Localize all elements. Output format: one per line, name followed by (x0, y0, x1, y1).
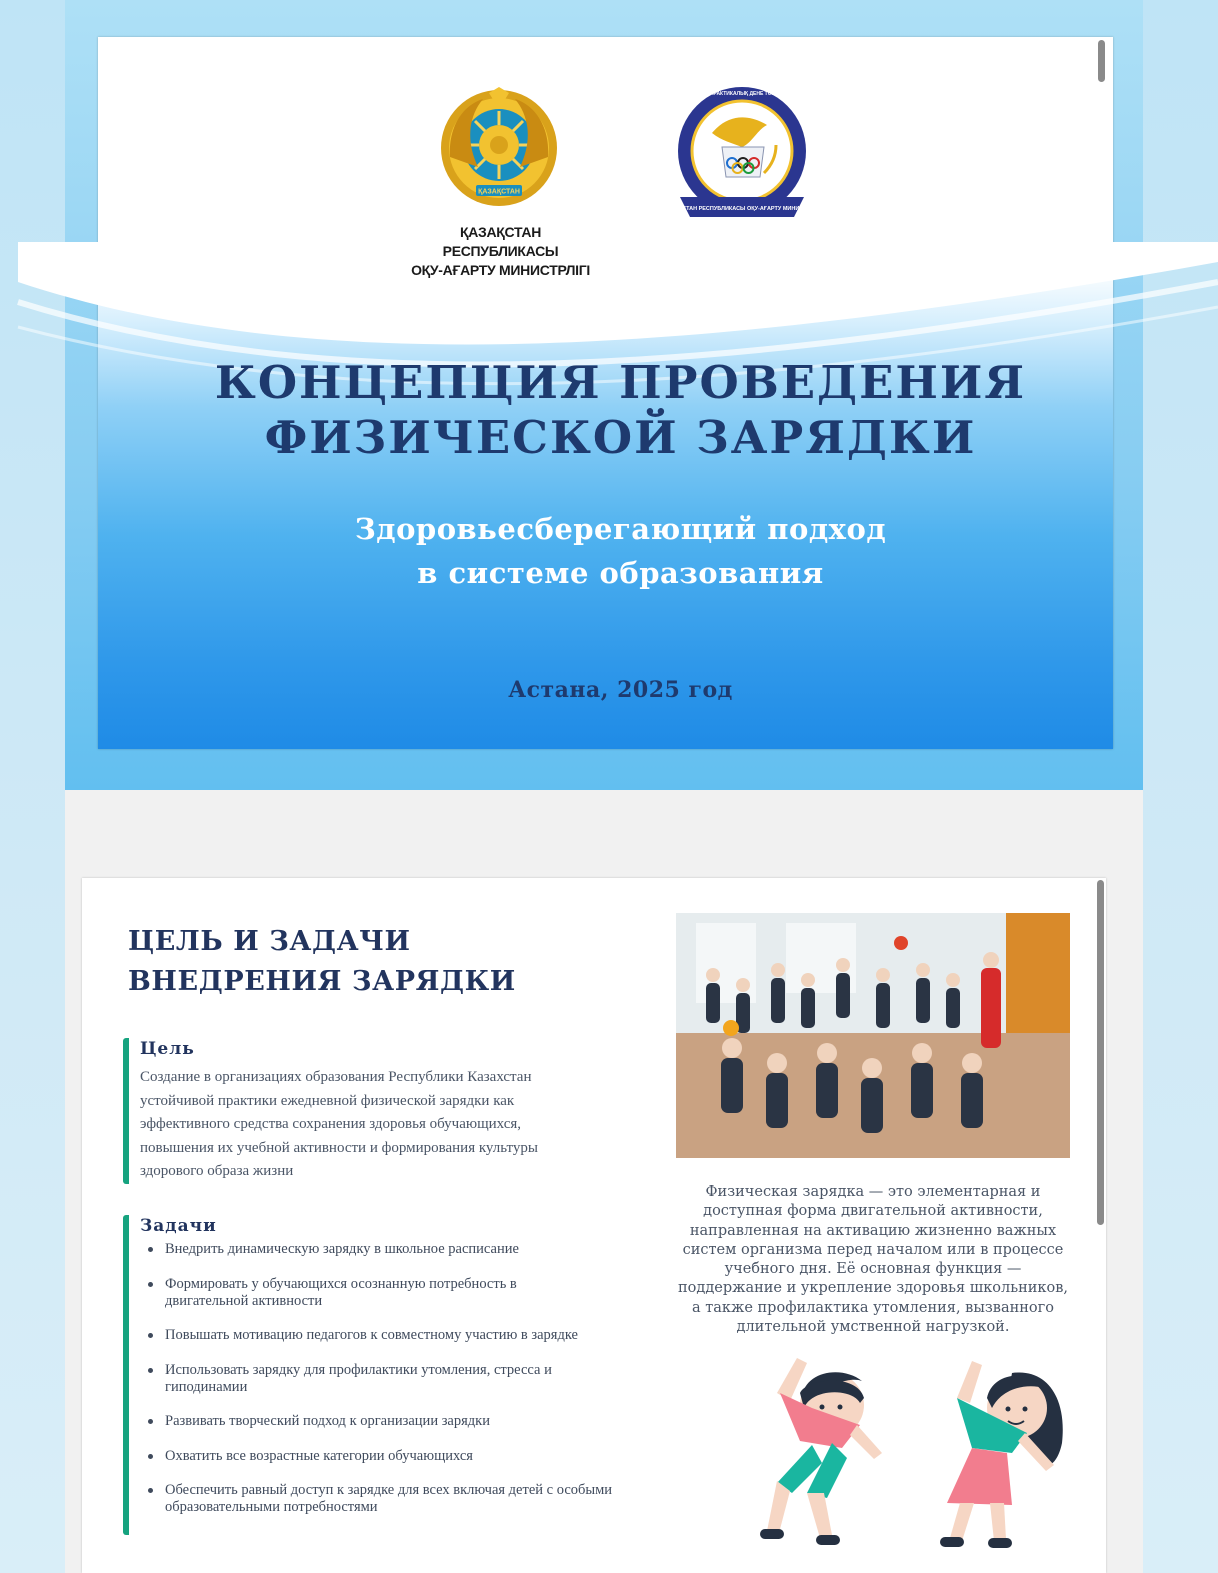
description-line: Физическая зарядка — это элементарная и (705, 1184, 1041, 1200)
slide-title-line-2: ФИЗИЧЕСКОЙ ЗАРЯДКИ (264, 411, 977, 464)
goals-slide (82, 878, 1106, 1573)
task-item: Внедрить динамическую зарядку в школьное расписание (148, 1241, 635, 1258)
tasks-block (123, 1215, 650, 1535)
svg-text:ҚАЗАҚСТАН РЕСПУБЛИКАСЫ ОҚУ-АҒА: ҚАЗАҚСТАН РЕСПУБЛИКАСЫ ОҚУ-АҒАРТУ МИНИСТРЛІГІ (664, 206, 820, 212)
ministry-caption-line-1: ҚАЗАҚСТАН РЕСПУБЛИКАСЫ (442, 224, 559, 259)
children-exercise-photo (676, 913, 1070, 1158)
task-item: Использовать зарядку для профилактики утомления, стресса и гиподинамии (148, 1362, 635, 1396)
ministry-caption-line-2: ОҚУ-АҒАРТУ МИНИСТРЛІГІ (411, 262, 590, 278)
task-item: Обеспечить равный доступ к зарядке для всех включая детей с особыми образовательными потребностями (148, 1482, 625, 1516)
goal-line: устойчивой практики ежедневной физической зарядки как (140, 1092, 515, 1109)
slide-subtitle (98, 507, 1143, 595)
boy-figure (760, 1358, 882, 1545)
svg-text:ҰЛТТЫҚ ҒЫЛЫМИ-ПРАКТИКАЛЫҚ ДЕНЕ: ҰЛТТЫҚ ҒЫЛЫМИ-ПРАКТИКАЛЫҚ ДЕНЕ ТӘРБИЕСІ ОРТАЛЫҒЫ (662, 91, 822, 97)
slide-1-scrollbar[interactable] (1098, 40, 1105, 82)
tasks-list (140, 1241, 650, 1516)
description-text (660, 1183, 1086, 1337)
description-line: учебного дня. Её основная функция — (724, 1261, 1022, 1278)
goal-heading: Цель (140, 1039, 195, 1059)
goals-slide-title-line-2: ВНЕДРЕНИЯ ЗАРЯДКИ (128, 966, 516, 997)
goal-line: повышения их учебной активности и формирования культуры (140, 1139, 538, 1156)
title-slide (98, 37, 1113, 749)
slide-subtitle-line-2: в системе образования (417, 556, 824, 590)
description-line: систем организма перед началом или в процессе (682, 1241, 1064, 1258)
description-line: направленная на активацию жизненно важных (689, 1222, 1057, 1239)
svg-text:ҚАЗАҚСТАН: ҚАЗАҚСТАН (478, 188, 520, 196)
goal-line: Создание в организациях образования Республики Казахстан (140, 1069, 532, 1085)
slide-2-scrollbar[interactable] (1097, 880, 1104, 1225)
description-line: поддержание и укрепление здоровья школьников, (678, 1280, 1068, 1297)
slide-date: Астана, 2025 год (508, 677, 733, 703)
description-line: доступная форма двигательной активности, (703, 1203, 1043, 1220)
stretching-kids-illustration (682, 1353, 1082, 1573)
goal-line: здорового образа жизни (140, 1163, 294, 1179)
goals-slide-title-line-1: ЦЕЛЬ И ЗАДАЧИ (128, 926, 411, 957)
task-item: Развивать творческий подход к организации зарядки (148, 1413, 635, 1430)
goal-block (123, 1038, 640, 1184)
slide-title (98, 355, 1143, 465)
task-item: Формировать у обучающихся осознанную потребность в двигательной активности (148, 1276, 585, 1310)
description-line: а также профилактика утомления, вызванного (692, 1299, 1054, 1316)
goal-line: эффективного средства сохранения здоровья обучающихся, (140, 1116, 522, 1132)
ministry-caption (403, 223, 598, 280)
task-item: Повышать мотивацию педагогов к совместному участию в зарядке (148, 1327, 595, 1344)
goal-text (140, 1066, 610, 1184)
goals-slide-title (128, 922, 648, 1002)
state-emblem-icon (438, 87, 560, 209)
slide-title-line-1: КОНЦЕПЦИЯ ПРОВЕДЕНИЯ (214, 356, 1027, 409)
description-line: длительной умственной нагрузкой. (736, 1319, 1010, 1336)
slide-subtitle-line-1: Здоровьесберегающий подход (354, 512, 887, 546)
girl-figure (940, 1361, 1063, 1548)
tasks-heading: Задачи (140, 1216, 217, 1236)
physical-education-center-logo-icon (662, 85, 822, 235)
photo-illustration (676, 913, 1070, 1158)
task-item: Охватить все возрастные категории обучающихся (148, 1448, 635, 1465)
